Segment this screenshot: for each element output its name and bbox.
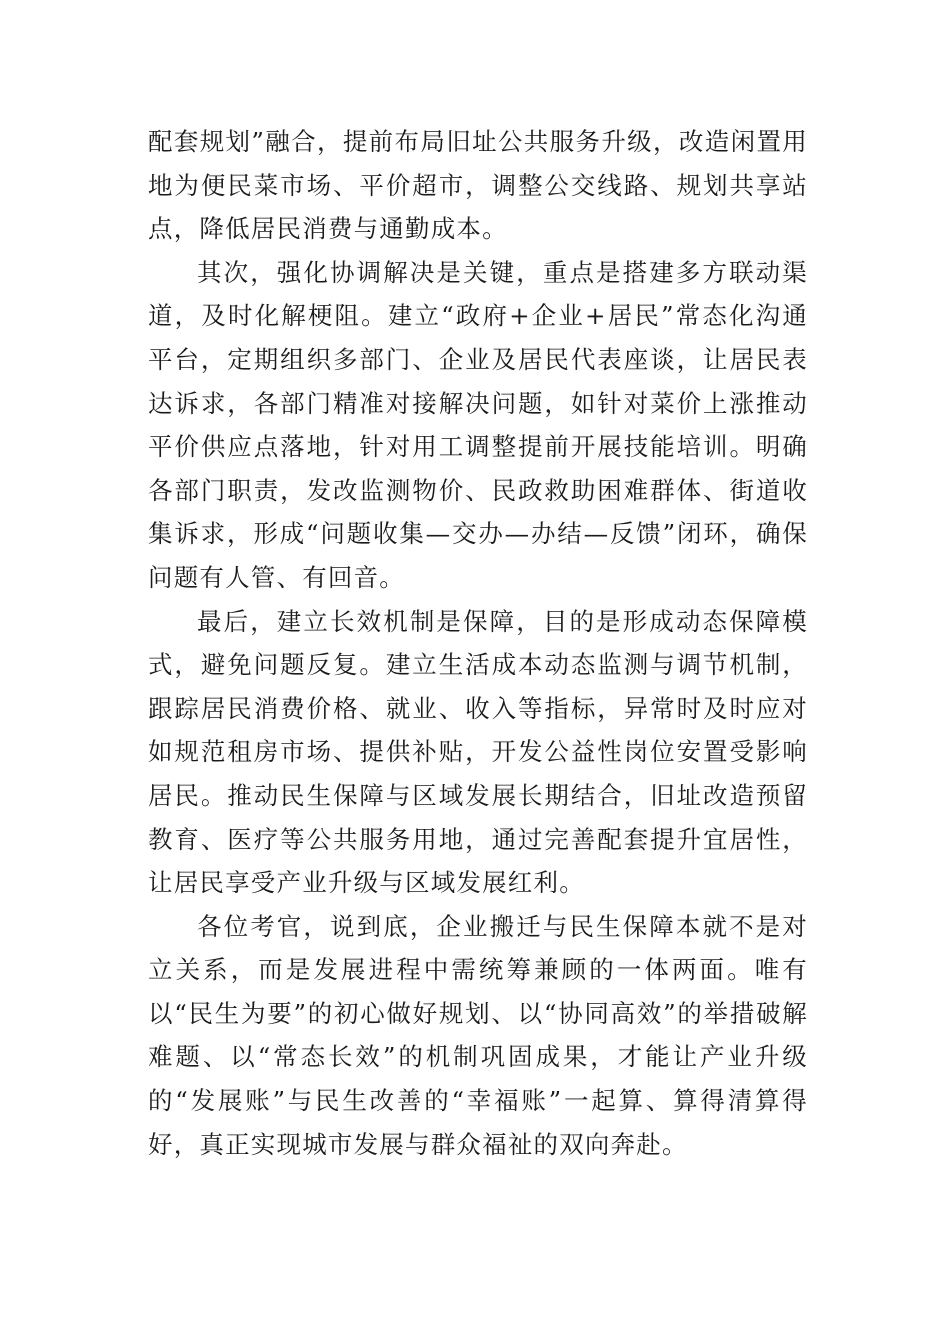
paragraph-continuation: 配套规划”融合，提前布局旧址公共服务升级，改造闲置用地为便民菜市场、平价超市，调整公交线路、规划共享站点，降低居民消费与通勤成本。 (148, 127, 808, 244)
document-body (148, 120, 808, 1166)
paragraph-conclusion: 各位考官，说到底，企业搬迁与民生保障本就不是对立关系，而是发展进程中需统筹兼顾的一体两面。唯有以“民生为要”的初心做好规划、以“协同高效”的举措破解难题、以“常态长效”的机制巩固成果，才能让产业升级的“发展账”与民生改善的“幸福账”一起算、算得清算得好，真正实现城市发展与群众福祉的双向奔赴。 (148, 911, 808, 1159)
paragraph-coordination: 其次，强化协调解决是关键，重点是搭建多方联动渠道，及时化解梗阻。建立“政府+企业+居民”常态化沟通平台，定期组织多部门、企业及居民代表座谈，让居民表达诉求，各部门精准对接解决问题，如针对菜价上涨推动平价供应点落地，针对用工调整提前开展技能培训。明确各部门职责，发改监测物价、民政救助困难群体、街道收集诉求，形成“问题收集—交办—办结—反馈”闭环，确保问题有人管、有回音。 (148, 257, 808, 592)
paragraph-long-term-mechanism: 最后，建立长效机制是保障，目的是形成动态保障模式，避免问题反复。建立生活成本动态监测与调节机制，跟踪居民消费价格、就业、收入等指标，异常时及时应对如规范租房市场、提供补贴，开发公益性岗位安置受影响居民。推动民生保障与区域发展长期结合，旧址改造预留教育、医疗等公共服务用地，通过完善配套提升宜居性，让居民享受产业升级与区域发展红利。 (148, 606, 808, 898)
